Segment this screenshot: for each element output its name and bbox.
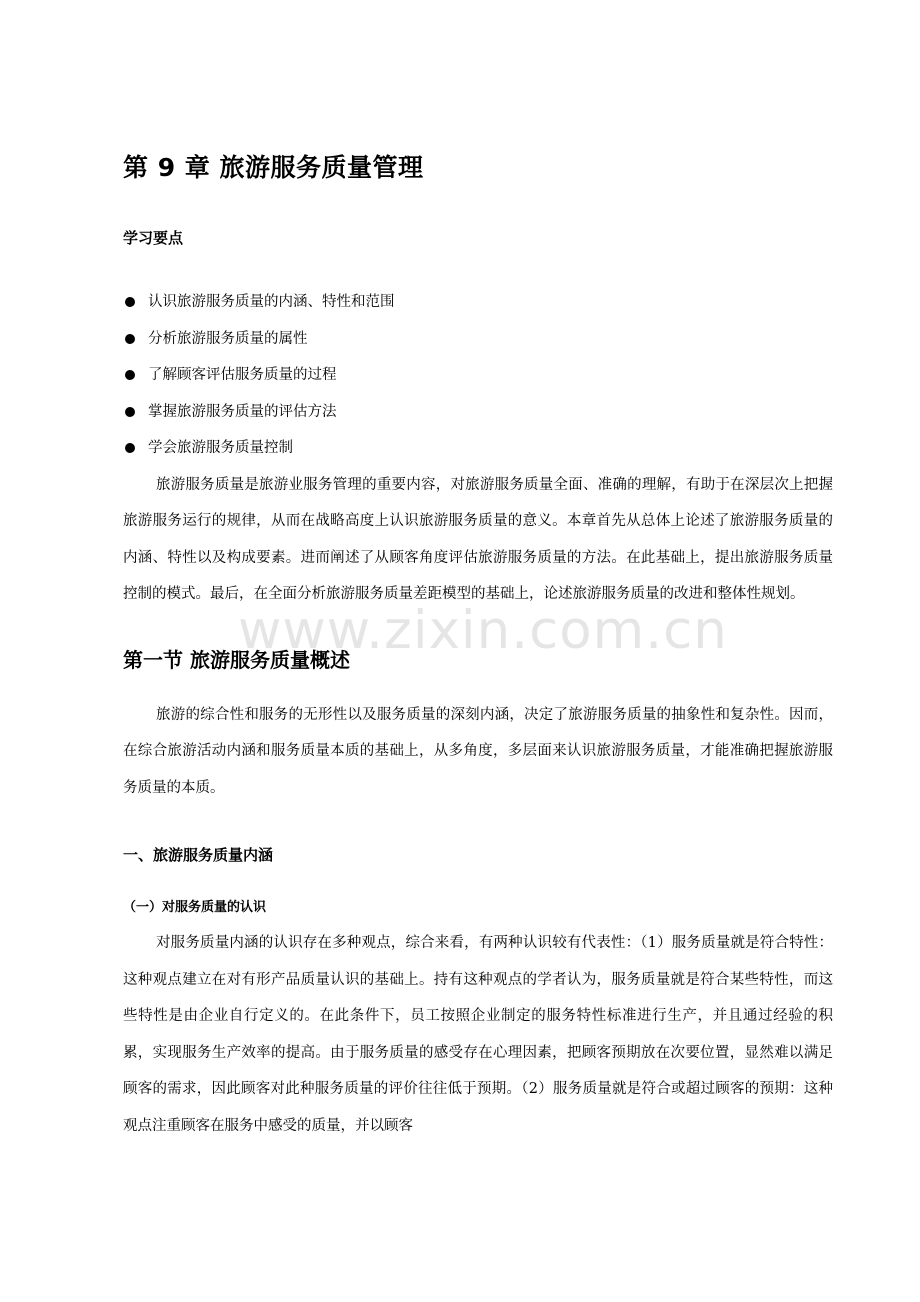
document-content bbox=[123, 148, 833, 1144]
section-paragraph: 旅游的综合性和服务的无形性以及服务质量的深刻内涵，决定了旅游服务质量的抽象性和复杂性。因而，在综合旅游活动内涵和服务质量本质的基础上，从多角度，多层面来认识旅游服务质量，才能准确把握旅游服务质量的本质。 bbox=[123, 706, 833, 796]
study-point-item bbox=[123, 284, 833, 321]
section-title: 第一节 旅游服务质量概述 bbox=[123, 647, 350, 672]
study-point-text: 掌握旅游服务质量的评估方法 bbox=[148, 403, 337, 420]
study-points-list bbox=[123, 284, 833, 467]
intro-paragraph: 旅游服务质量是旅游业服务管理的重要内容，对旅游服务质量全面、准确的理解，有助于在深层次上把握旅游服务运行的规律，从而在战略高度上认识旅游服务质量的意义。本章首先从总体上论述了旅游服务质量的内涵、特性以及构成要素。进而阐述了从顾客角度评估旅游服务质量的方法。在此基础上，提出旅游服务质量控制的模式。最后，在全面分析旅游服务质量差距模型的基础上，论述旅游服务质量的改进和整体性规划。 bbox=[123, 476, 833, 602]
study-point-text: 认识旅游服务质量的内涵、特性和范围 bbox=[148, 294, 395, 310]
subsection-title: 一、旅游服务质量内涵 bbox=[123, 846, 274, 864]
study-point-item bbox=[123, 321, 833, 358]
watermark: www.zixin.com.cn bbox=[238, 600, 728, 661]
study-points-heading: 学习要点 bbox=[123, 229, 184, 247]
bullet-icon bbox=[125, 407, 135, 417]
study-point-item bbox=[123, 394, 833, 431]
bullet-icon bbox=[125, 297, 135, 307]
study-point-text: 分析旅游服务质量的属性 bbox=[148, 330, 308, 347]
study-point-item bbox=[123, 357, 833, 394]
chapter-title: 第 9 章 旅游服务质量管理 bbox=[123, 153, 424, 182]
study-point-item bbox=[123, 430, 833, 467]
subsection-paragraph: 对服务质量内涵的认识存在多种观点，综合来看，有两种认识较有代表性：（1）服务质量就是符合特性：这种观点建立在对有形产品质量认识的基础上。持有这种观点的学者认为，服务质量就是符合某些特性，而这些特性是由企业自行定义的。在此条件下，员工按照企业制定的服务特性标准进行生产，并且通过经验的积累，实现服务生产效率的提高。由于服务质量的感受存在心理因素，把顾客预期放在次要位置，显然难以满足顾客的需求，因此顾客对此种服务质量的评价往往低于预期。（2）服务质量就是符合或超过顾客的预期：这种观点注重顾客在服务中感受的质量，并以顾客 bbox=[123, 935, 833, 1134]
bullet-icon bbox=[125, 443, 135, 453]
bullet-icon bbox=[125, 370, 135, 380]
study-point-text: 学会旅游服务质量控制 bbox=[148, 440, 293, 456]
study-point-text: 了解顾客评估服务质量的过程 bbox=[148, 367, 337, 383]
bullet-icon bbox=[125, 334, 135, 344]
subsubsection-title: （一）对服务质量的认识 bbox=[123, 900, 267, 915]
